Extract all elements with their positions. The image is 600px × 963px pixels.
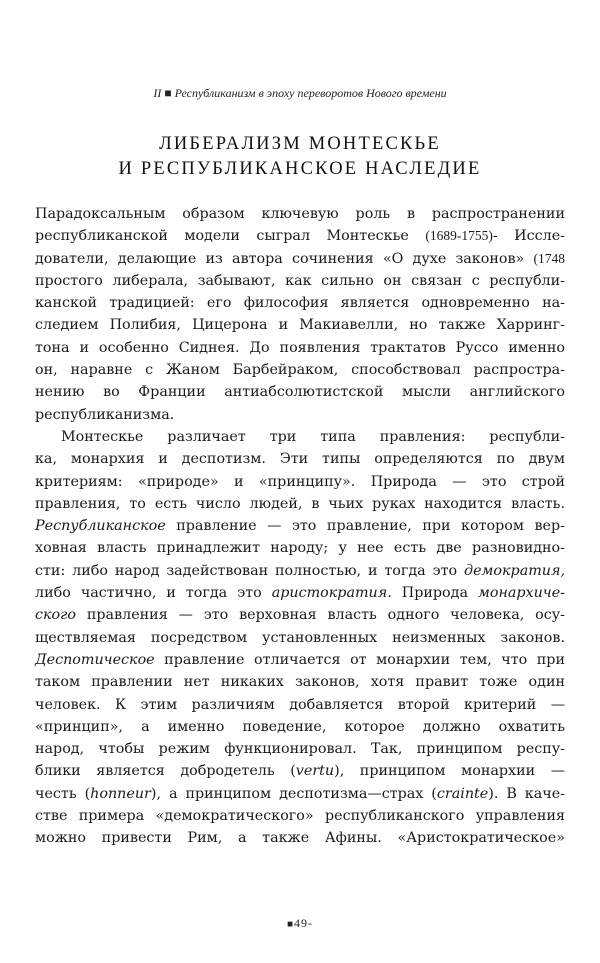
text-run: монархиче-: [477, 585, 565, 602]
paragraph-2: [35, 426, 565, 850]
text-run: - Иссле-: [492, 228, 565, 245]
chapter-title: [0, 132, 600, 182]
text-line: Парадоксальным образом ключевую роль в распространении: [35, 206, 565, 222]
text-line: [35, 560, 565, 582]
text-line: народ, чтобы режим функционировал. Так, принципом респу-: [35, 741, 565, 758]
text-run: vertu: [295, 763, 335, 780]
text-line: [35, 515, 565, 537]
folio-square-icon: ■: [286, 919, 295, 930]
text-run: блики является добродетель (: [35, 763, 296, 780]
text-line: таком правлении нет никаких законов, хотя правит тоже один: [35, 674, 565, 691]
text-line: следием Полибия, Цицерона и Макиавелли, но также Харринг-: [35, 317, 565, 334]
text-line: [35, 604, 565, 626]
running-head: II ■ Республиканизм в эпоху переворотов Нового времени: [153, 86, 447, 100]
text-line: ка, монархия и деспотизм. Эти типы определяются по двум: [35, 451, 565, 468]
text-line: [35, 582, 565, 604]
text-run: ), а принципом деспотизма—страх (: [150, 785, 437, 802]
text-run: правления — это верховная власть одного человека, осу-: [76, 607, 565, 624]
chapter-title-line-1: ЛИБЕРАЛИЗМ МОНТЕСКЬЕ: [159, 134, 441, 154]
text-line: «принцип», а именно поведение, которое должно охватить: [35, 718, 565, 735]
text-run: правление отличается от монархии тем, что при: [154, 651, 565, 668]
page-number-text: 49-: [294, 916, 314, 930]
text-run: ), принципом монархии —: [334, 763, 565, 780]
text-line: ществляемая посредством установленных неизменных законов.: [35, 629, 565, 646]
text-run: (1689-1755): [425, 228, 493, 244]
paragraph-1: [35, 203, 565, 426]
text-run: honneur: [90, 785, 151, 802]
text-line: республиканизма.: [35, 406, 175, 423]
text-line: [35, 248, 565, 270]
text-line: ховная власть принадлежит народу; у нее есть две разновидно-: [35, 540, 565, 557]
text-line: нению во Франции антиабсолютистской мысли английского: [35, 384, 565, 401]
text-run: Природа: [391, 585, 478, 602]
page-number: [0, 916, 600, 931]
text-run: Республиканское: [35, 518, 166, 535]
text-line: [35, 225, 565, 247]
text-run: (1748: [533, 250, 565, 266]
text-run: Деспотическое: [35, 651, 155, 668]
text-run: сти: либо народ задействован полностью, и тогда это: [35, 562, 465, 579]
text-run: crainte: [436, 785, 489, 802]
text-run: правление — это правление, при котором вер-: [165, 518, 565, 535]
chapter-title-line-2: И РЕСПУБЛИКАНСКОЕ НАСЛЕДИЕ: [118, 159, 482, 179]
text-line: критериям: «природе» и «принципу». Природа — это строй: [35, 473, 565, 490]
text-line: стве примера «демократического» республиканского управления: [35, 808, 565, 825]
text-line: он, наравне с Жаном Барбейраком, способствовал распростра-: [35, 362, 565, 379]
text-line: [35, 783, 565, 805]
text-line: канской традицией: его философия является одновременно на-: [35, 295, 565, 312]
text-run: аристократия.: [271, 585, 392, 602]
text-line: тона и особенно Сиднея. До появления трактатов Руссо именно: [35, 339, 565, 356]
body-text: [35, 203, 565, 850]
text-line: человек. К этим различиям добавляется второй критерий —: [35, 696, 565, 713]
text-line: [35, 760, 565, 782]
text-run: демократия,: [464, 562, 565, 579]
text-run: честь (: [35, 785, 91, 802]
text-line: правления, то есть число людей, в чьих руках находится власть.: [35, 495, 565, 512]
text-run: либо частично, и тогда это: [35, 585, 272, 602]
text-line: [35, 649, 565, 671]
text-run: ). В каче-: [488, 785, 565, 802]
text-line: Монтескье различает три типа правления: республи-: [61, 428, 565, 445]
text-run: дователи, делающие из автора сочинения «О духе законов»: [35, 250, 534, 267]
text-line: можно привести Рим, а также Афины. «Аристократическое»: [35, 830, 565, 847]
text-line: простого либерала, забывают, как сильно он связан с республи-: [35, 272, 565, 289]
text-run: ского: [35, 607, 76, 624]
text-run: республиканской модели сыграл Монтескье: [35, 228, 426, 245]
